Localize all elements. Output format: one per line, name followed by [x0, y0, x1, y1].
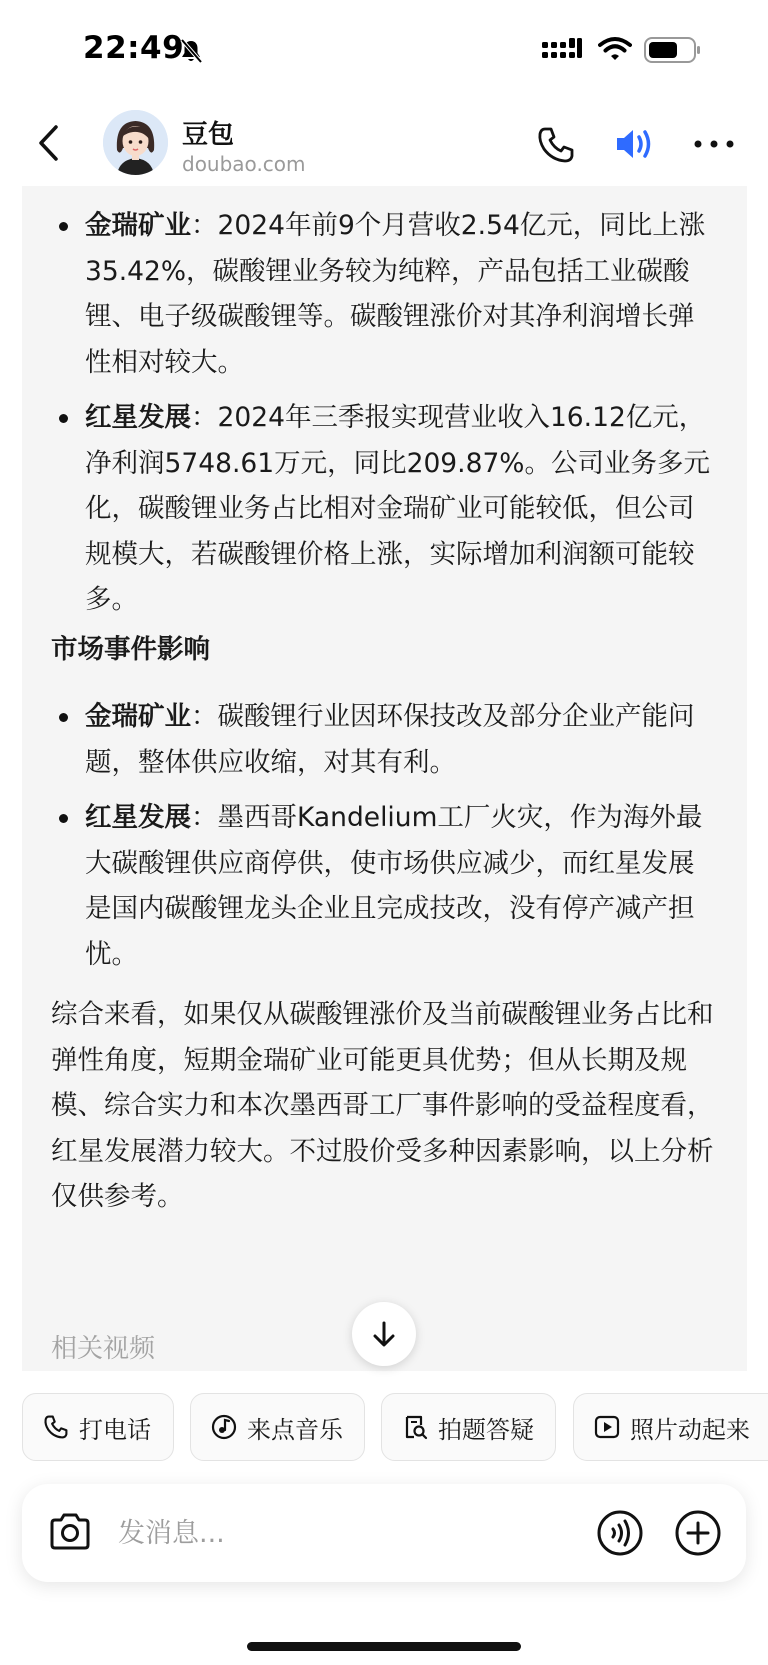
quick-actions [22, 1393, 768, 1461]
item-text: ：2024年前9个月营收2.54亿元，同比上涨35.42%，碳酸锂业务较为纯粹，产品包括工业碳酸锂、电子级碳酸锂等。碳酸锂涨价对其净利润增长弹性相对较大。 [85, 210, 706, 378]
scroll-to-bottom-button[interactable] [352, 1302, 416, 1366]
plus-icon [674, 1509, 722, 1557]
item-text: ：碳酸锂行业因环保技改及部分企业产能问题，整体供应收缩，对其有利。 [85, 701, 695, 778]
signal-icon [542, 38, 582, 62]
chip-label: 来点音乐 [247, 1415, 343, 1444]
camera-button[interactable] [48, 1512, 92, 1556]
status-bar [0, 0, 768, 100]
chip-solve-question[interactable] [381, 1393, 556, 1461]
list-item [22, 203, 747, 385]
chip-animate-photo[interactable] [573, 1393, 768, 1461]
camera-icon [48, 1512, 92, 1552]
item-title: 金瑞矿业 [85, 701, 191, 732]
company-analysis-list [22, 203, 747, 623]
item-title: 红星发展 [85, 402, 191, 433]
section-heading: 市场事件影响 [51, 634, 210, 665]
chevron-left-icon [36, 124, 60, 162]
market-event-list [22, 694, 747, 977]
item-title: 金瑞矿业 [85, 210, 191, 241]
home-indicator[interactable] [247, 1642, 521, 1651]
phone-icon [43, 1414, 69, 1440]
item-title: 红星发展 [85, 802, 191, 833]
message-input-bar [22, 1484, 746, 1582]
play-icon [594, 1414, 620, 1440]
chat-header [0, 100, 768, 186]
voice-wave-icon [596, 1509, 644, 1557]
list-item [22, 795, 747, 977]
voice-input-button[interactable] [596, 1509, 644, 1561]
more-button[interactable] [692, 130, 736, 158]
bot-name: 豆包 [182, 120, 235, 150]
bot-domain: doubao.com [182, 152, 306, 176]
message-input[interactable] [118, 1508, 548, 1558]
bell-slash-icon [178, 38, 204, 64]
back-button[interactable] [28, 118, 68, 168]
search-doc-icon [402, 1414, 428, 1440]
speaker-icon [614, 124, 658, 164]
assistant-message [22, 186, 747, 1371]
related-videos-label: 相关视频 [51, 1334, 156, 1364]
arrow-down-icon [370, 1320, 398, 1348]
chip-music[interactable] [190, 1393, 365, 1461]
music-icon [211, 1414, 237, 1440]
summary-paragraph: 综合来看，如果仅从碳酸锂涨价及当前碳酸锂业务占比和弹性角度，短期金瑞矿业可能更具优势；但从长期及规模、综合实力和本次墨西哥工厂事件影响的受益程度看，红星发展潜力较大。不过股价受多种因素影响，以上分析仅供参考。 [51, 999, 714, 1212]
more-icon [692, 130, 736, 158]
wifi-icon [598, 36, 632, 62]
chip-label: 打电话 [79, 1415, 151, 1444]
battery-icon [644, 37, 702, 63]
call-button[interactable] [536, 125, 576, 165]
chip-call[interactable] [22, 1393, 174, 1461]
avatar-girl-icon [103, 110, 168, 175]
list-item [22, 395, 747, 623]
phone-icon [536, 125, 576, 165]
chip-label: 拍题答疑 [438, 1415, 534, 1444]
item-text: ：墨西哥Kandelium工厂火灾，作为海外最大碳酸锂供应商停供，使市场供应减少，而红星发展是国内碳酸锂龙头企业且完成技改，没有停产减产担忧。 [85, 802, 703, 970]
avatar[interactable] [103, 110, 168, 175]
chip-label: 照片动起来 [630, 1415, 750, 1444]
speaker-button[interactable] [614, 124, 658, 164]
status-time: 22:49 [83, 30, 185, 66]
item-text: ：2024年三季报实现营业收入16.12亿元，净利润5748.61万元，同比209.87%。公司业务多元化，碳酸锂业务占比相对金瑞矿业可能较低，但公司规模大，若碳酸锂价格上涨，实际增加利润额可能较多。 [85, 402, 710, 615]
list-item [22, 694, 747, 785]
add-button[interactable] [674, 1509, 722, 1561]
